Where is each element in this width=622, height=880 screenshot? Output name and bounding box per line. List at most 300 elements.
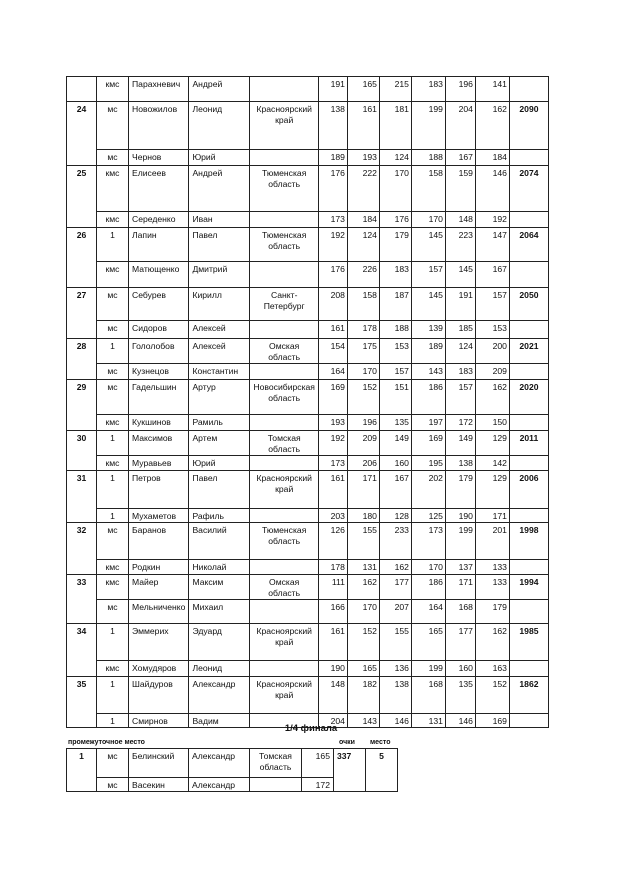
game-score: 179 (445, 471, 475, 509)
game-score: 111 (318, 575, 347, 600)
game-score: 193 (318, 415, 347, 431)
game-score: 152 (347, 380, 379, 415)
table-row (67, 523, 549, 560)
game-score: 143 (347, 714, 379, 728)
player-rank: 1 (97, 509, 129, 523)
player-rank: мс (97, 150, 129, 166)
game-score: 171 (475, 509, 509, 523)
game-score: 170 (379, 166, 411, 212)
game-score: 176 (318, 166, 347, 212)
game-score: 193 (347, 150, 379, 166)
table-row (67, 415, 549, 431)
player-rank: кмс (97, 456, 129, 471)
player-name: Александр (189, 677, 250, 714)
game-score: 181 (379, 102, 411, 150)
player-surname: Парахневич (129, 77, 189, 102)
game-score: 162 (475, 624, 509, 661)
player-name: Рафиль (189, 509, 250, 523)
team-region-empty (250, 415, 319, 431)
player-name: Артур (189, 380, 250, 415)
game-score: 159 (445, 166, 475, 212)
game-score: 176 (318, 262, 347, 288)
game-score: 196 (445, 77, 475, 102)
team-total: 2090 (509, 102, 548, 150)
team-region-empty (250, 262, 319, 288)
player-surname: Максимов (129, 431, 189, 456)
game-score: 167 (379, 471, 411, 509)
player-name: Леонид (189, 661, 250, 677)
team-total-empty (509, 509, 548, 523)
player-name: Иван (189, 212, 250, 228)
game-score: 153 (475, 321, 509, 339)
game-score: 175 (347, 339, 379, 364)
team-region-empty (250, 600, 319, 624)
team-region-empty (250, 661, 319, 677)
table-row (67, 212, 549, 228)
place-label: место (370, 739, 391, 746)
game-score: 183 (445, 364, 475, 380)
game-score: 169 (318, 380, 347, 415)
game-score: 200 (475, 339, 509, 364)
game-score: 188 (379, 321, 411, 339)
team-region-empty (250, 321, 319, 339)
game-score: 192 (318, 431, 347, 456)
game-score: 204 (445, 102, 475, 150)
player-rank: 1 (97, 624, 129, 661)
game-score: 199 (411, 661, 445, 677)
team-total (509, 77, 548, 102)
player-name: Андрей (189, 77, 250, 102)
team-place: 32 (67, 523, 97, 575)
player-surname: Елисеев (129, 166, 189, 212)
results-table (66, 76, 549, 728)
team-total: 2006 (509, 471, 548, 509)
game-score: 148 (318, 677, 347, 714)
table-row (67, 661, 549, 677)
player-score: 165 (302, 749, 334, 778)
table-row (67, 77, 549, 102)
game-score: 222 (347, 166, 379, 212)
game-score: 143 (411, 364, 445, 380)
player-rank: мс (97, 380, 129, 415)
game-score: 206 (347, 456, 379, 471)
points-label: очки (339, 739, 355, 746)
player-rank: мс (97, 321, 129, 339)
game-score: 170 (347, 364, 379, 380)
player-rank: 1 (97, 431, 129, 456)
table-row (67, 364, 549, 380)
table-row (67, 380, 549, 415)
game-score: 148 (445, 212, 475, 228)
team-region-empty (250, 560, 319, 575)
table-row (67, 228, 549, 262)
game-score: 158 (411, 166, 445, 212)
game-score: 124 (445, 339, 475, 364)
player-surname: Баранов (129, 523, 189, 560)
team-region: Красноярский край (250, 624, 319, 661)
game-score: 133 (475, 575, 509, 600)
player-rank: мс (97, 778, 129, 792)
game-score: 147 (475, 228, 509, 262)
game-score: 151 (379, 380, 411, 415)
player-rank: мс (97, 749, 129, 778)
team-total-empty (509, 321, 548, 339)
game-score: 157 (475, 288, 509, 321)
table-row (67, 166, 549, 212)
team-total: 2020 (509, 380, 548, 415)
game-score: 164 (411, 600, 445, 624)
game-score: 204 (318, 714, 347, 728)
game-score: 233 (379, 523, 411, 560)
game-score: 135 (379, 415, 411, 431)
table-row (67, 102, 549, 150)
game-score: 172 (445, 415, 475, 431)
player-surname: Шайдуров (129, 677, 189, 714)
player-name: Константин (189, 364, 250, 380)
game-score: 184 (475, 150, 509, 166)
player-name: Александр (189, 749, 250, 778)
game-score: 192 (318, 228, 347, 262)
game-score: 145 (411, 288, 445, 321)
team-region: Тюменская область (250, 166, 319, 212)
player-name: Артем (189, 431, 250, 456)
game-score: 161 (318, 624, 347, 661)
game-score: 167 (445, 150, 475, 166)
game-score: 186 (411, 575, 445, 600)
team-region: Томская область (250, 749, 302, 778)
table-row (67, 509, 549, 523)
game-score: 199 (445, 523, 475, 560)
game-score: 165 (347, 661, 379, 677)
game-score: 165 (411, 624, 445, 661)
team-region: Новосибирская область (250, 380, 319, 415)
player-name: Алексей (189, 321, 250, 339)
table-row (67, 560, 549, 575)
team-place: 31 (67, 471, 97, 523)
game-score: 187 (379, 288, 411, 321)
player-surname: Мухаметов (129, 509, 189, 523)
game-score: 201 (475, 523, 509, 560)
team-place: 33 (67, 575, 97, 624)
game-score: 183 (411, 77, 445, 102)
game-score: 160 (379, 456, 411, 471)
section-title: 1/4 финала (284, 723, 338, 734)
game-score: 145 (445, 262, 475, 288)
team-place: 29 (67, 380, 97, 431)
game-score: 171 (445, 575, 475, 600)
game-score: 169 (475, 714, 509, 728)
game-score: 126 (318, 523, 347, 560)
player-name: Максим (189, 575, 250, 600)
player-rank: кмс (97, 415, 129, 431)
game-score: 173 (318, 456, 347, 471)
team-region: Омская область (250, 339, 319, 364)
player-name: Эдуард (189, 624, 250, 661)
team-total-empty (509, 560, 548, 575)
game-score: 168 (445, 600, 475, 624)
player-name: Александр (189, 778, 250, 792)
player-rank: мс (97, 288, 129, 321)
player-name: Юрий (189, 150, 250, 166)
game-score: 170 (347, 600, 379, 624)
game-score: 196 (347, 415, 379, 431)
player-surname: Кукшинов (129, 415, 189, 431)
player-rank: мс (97, 102, 129, 150)
game-score: 146 (379, 714, 411, 728)
game-score: 124 (347, 228, 379, 262)
game-score: 171 (347, 471, 379, 509)
player-score: 172 (302, 778, 334, 792)
quarterfinal-table (66, 748, 398, 792)
game-score: 168 (411, 677, 445, 714)
player-rank: 1 (97, 471, 129, 509)
team-region-empty (250, 212, 319, 228)
game-score: 138 (445, 456, 475, 471)
team-region: Красноярский край (250, 677, 319, 714)
player-surname: Новожилов (129, 102, 189, 150)
team-total: 2050 (509, 288, 548, 321)
team-place: 1 (67, 749, 97, 792)
team-region: Красноярский край (250, 471, 319, 509)
game-score: 226 (347, 262, 379, 288)
game-score: 149 (445, 431, 475, 456)
player-surname: Лапин (129, 228, 189, 262)
player-rank: 1 (97, 228, 129, 262)
team-total: 1862 (509, 677, 548, 714)
game-score: 165 (347, 77, 379, 102)
player-surname: Себурев (129, 288, 189, 321)
table-row (67, 150, 549, 166)
player-rank: кмс (97, 560, 129, 575)
game-score: 133 (475, 560, 509, 575)
player-name: Леонид (189, 102, 250, 150)
team-place: 25 (67, 166, 97, 228)
game-score: 169 (411, 431, 445, 456)
player-rank: мс (97, 600, 129, 624)
game-score: 185 (445, 321, 475, 339)
game-score: 125 (411, 509, 445, 523)
game-score: 215 (379, 77, 411, 102)
table-row (67, 431, 549, 456)
game-score: 173 (411, 523, 445, 560)
game-score: 203 (318, 509, 347, 523)
team-total-empty (509, 262, 548, 288)
player-rank: кмс (97, 575, 129, 600)
player-rank: кмс (97, 262, 129, 288)
game-score: 142 (475, 456, 509, 471)
team-total: 2064 (509, 228, 548, 262)
game-score: 180 (347, 509, 379, 523)
team-region: Тюменская область (250, 228, 319, 262)
player-name: Павел (189, 471, 250, 509)
player-name: Николай (189, 560, 250, 575)
game-score: 186 (411, 380, 445, 415)
game-score: 162 (475, 380, 509, 415)
game-score: 177 (445, 624, 475, 661)
game-score: 146 (475, 166, 509, 212)
game-score: 145 (411, 228, 445, 262)
game-score: 160 (445, 661, 475, 677)
table-row (67, 600, 549, 624)
game-score: 161 (318, 471, 347, 509)
game-score: 129 (475, 431, 509, 456)
game-score: 152 (347, 624, 379, 661)
player-surname: Гадельшин (129, 380, 189, 415)
game-score: 162 (379, 560, 411, 575)
game-score: 161 (318, 321, 347, 339)
game-score: 138 (379, 677, 411, 714)
game-score: 191 (318, 77, 347, 102)
player-rank: кмс (97, 212, 129, 228)
player-surname: Васекин (129, 778, 189, 792)
player-rank: кмс (97, 77, 129, 102)
player-surname: Чернов (129, 150, 189, 166)
game-score: 178 (347, 321, 379, 339)
team-region-empty (250, 456, 319, 471)
table-row (67, 339, 549, 364)
team-region: Санкт-Петербург (250, 288, 319, 321)
game-score: 166 (318, 600, 347, 624)
player-surname: Сидоров (129, 321, 189, 339)
player-name: Михаил (189, 600, 250, 624)
intermediate-place-label: промежуточное место (68, 739, 145, 746)
player-surname: Белинский (129, 749, 189, 778)
table-row (67, 575, 549, 600)
game-score: 188 (411, 150, 445, 166)
player-name: Вадим (189, 714, 250, 728)
player-rank: мс (97, 523, 129, 560)
player-name: Алексей (189, 339, 250, 364)
game-score: 170 (411, 212, 445, 228)
team-total: 2021 (509, 339, 548, 364)
game-score: 138 (318, 102, 347, 150)
team-total-empty (509, 212, 548, 228)
game-score: 179 (379, 228, 411, 262)
game-score: 209 (347, 431, 379, 456)
game-score: 197 (411, 415, 445, 431)
game-score: 158 (347, 288, 379, 321)
player-surname: Мельниченко (129, 600, 189, 624)
game-score: 223 (445, 228, 475, 262)
team-total-empty (509, 600, 548, 624)
player-name: Василий (189, 523, 250, 560)
game-score: 173 (318, 212, 347, 228)
game-score: 150 (475, 415, 509, 431)
game-score: 190 (445, 509, 475, 523)
player-surname: Гололобов (129, 339, 189, 364)
game-score: 153 (379, 339, 411, 364)
game-score: 154 (318, 339, 347, 364)
team-total-empty (509, 364, 548, 380)
game-score: 183 (379, 262, 411, 288)
player-name: Юрий (189, 456, 250, 471)
team-total: 1998 (509, 523, 548, 560)
player-surname: Эммерих (129, 624, 189, 661)
team-total-empty (509, 150, 548, 166)
game-score: 189 (318, 150, 347, 166)
player-name: Дмитрий (189, 262, 250, 288)
team-place: 35 (67, 677, 97, 728)
game-score: 131 (411, 714, 445, 728)
game-score: 128 (379, 509, 411, 523)
game-score: 208 (318, 288, 347, 321)
game-score: 170 (411, 560, 445, 575)
game-score: 149 (379, 431, 411, 456)
game-score: 190 (318, 661, 347, 677)
player-rank: 1 (97, 339, 129, 364)
table-row (67, 321, 549, 339)
team-region-empty (250, 150, 319, 166)
team-points: 337 (334, 749, 366, 792)
team-total: 1985 (509, 624, 548, 661)
team-region: Красноярский край (250, 102, 319, 150)
team-total-empty (509, 415, 548, 431)
game-score: 135 (445, 677, 475, 714)
team-place: 24 (67, 102, 97, 166)
game-score: 162 (347, 575, 379, 600)
player-rank: мс (97, 364, 129, 380)
game-score: 167 (475, 262, 509, 288)
game-score: 124 (379, 150, 411, 166)
game-score: 164 (318, 364, 347, 380)
team-total-empty (509, 661, 548, 677)
game-score: 178 (318, 560, 347, 575)
player-surname: Муравьев (129, 456, 189, 471)
team-region: Томская область (250, 431, 319, 456)
game-score: 177 (379, 575, 411, 600)
player-name: Рамиль (189, 415, 250, 431)
team-total: 2074 (509, 166, 548, 212)
game-score: 155 (347, 523, 379, 560)
team-place: 26 (67, 228, 97, 288)
game-score: 189 (411, 339, 445, 364)
game-score: 152 (475, 677, 509, 714)
team-place: 30 (67, 431, 97, 471)
team-place (67, 77, 97, 102)
player-name: Павел (189, 228, 250, 262)
game-score: 129 (475, 471, 509, 509)
player-surname: Матющенко (129, 262, 189, 288)
team-region-empty (250, 778, 302, 792)
team-place: 27 (67, 288, 97, 339)
player-rank: 1 (97, 677, 129, 714)
team-place: 34 (67, 624, 97, 677)
game-score: 202 (411, 471, 445, 509)
game-score: 184 (347, 212, 379, 228)
team-region: Омская область (250, 575, 319, 600)
table-row (67, 262, 549, 288)
table-row (67, 677, 549, 714)
game-score: 163 (475, 661, 509, 677)
team-final-place: 5 (366, 749, 398, 792)
team-place: 28 (67, 339, 97, 380)
team-total-empty (509, 456, 548, 471)
player-surname: Кузнецов (129, 364, 189, 380)
team-region: Тюменская область (250, 523, 319, 560)
game-score: 207 (379, 600, 411, 624)
game-score: 192 (475, 212, 509, 228)
team-total: 2011 (509, 431, 548, 456)
player-surname: Смирнов (129, 714, 189, 728)
player-surname: Майер (129, 575, 189, 600)
game-score: 209 (475, 364, 509, 380)
table-row (67, 624, 549, 661)
game-score: 162 (475, 102, 509, 150)
player-surname: Середенко (129, 212, 189, 228)
game-score: 136 (379, 661, 411, 677)
game-score: 141 (475, 77, 509, 102)
game-score: 137 (445, 560, 475, 575)
